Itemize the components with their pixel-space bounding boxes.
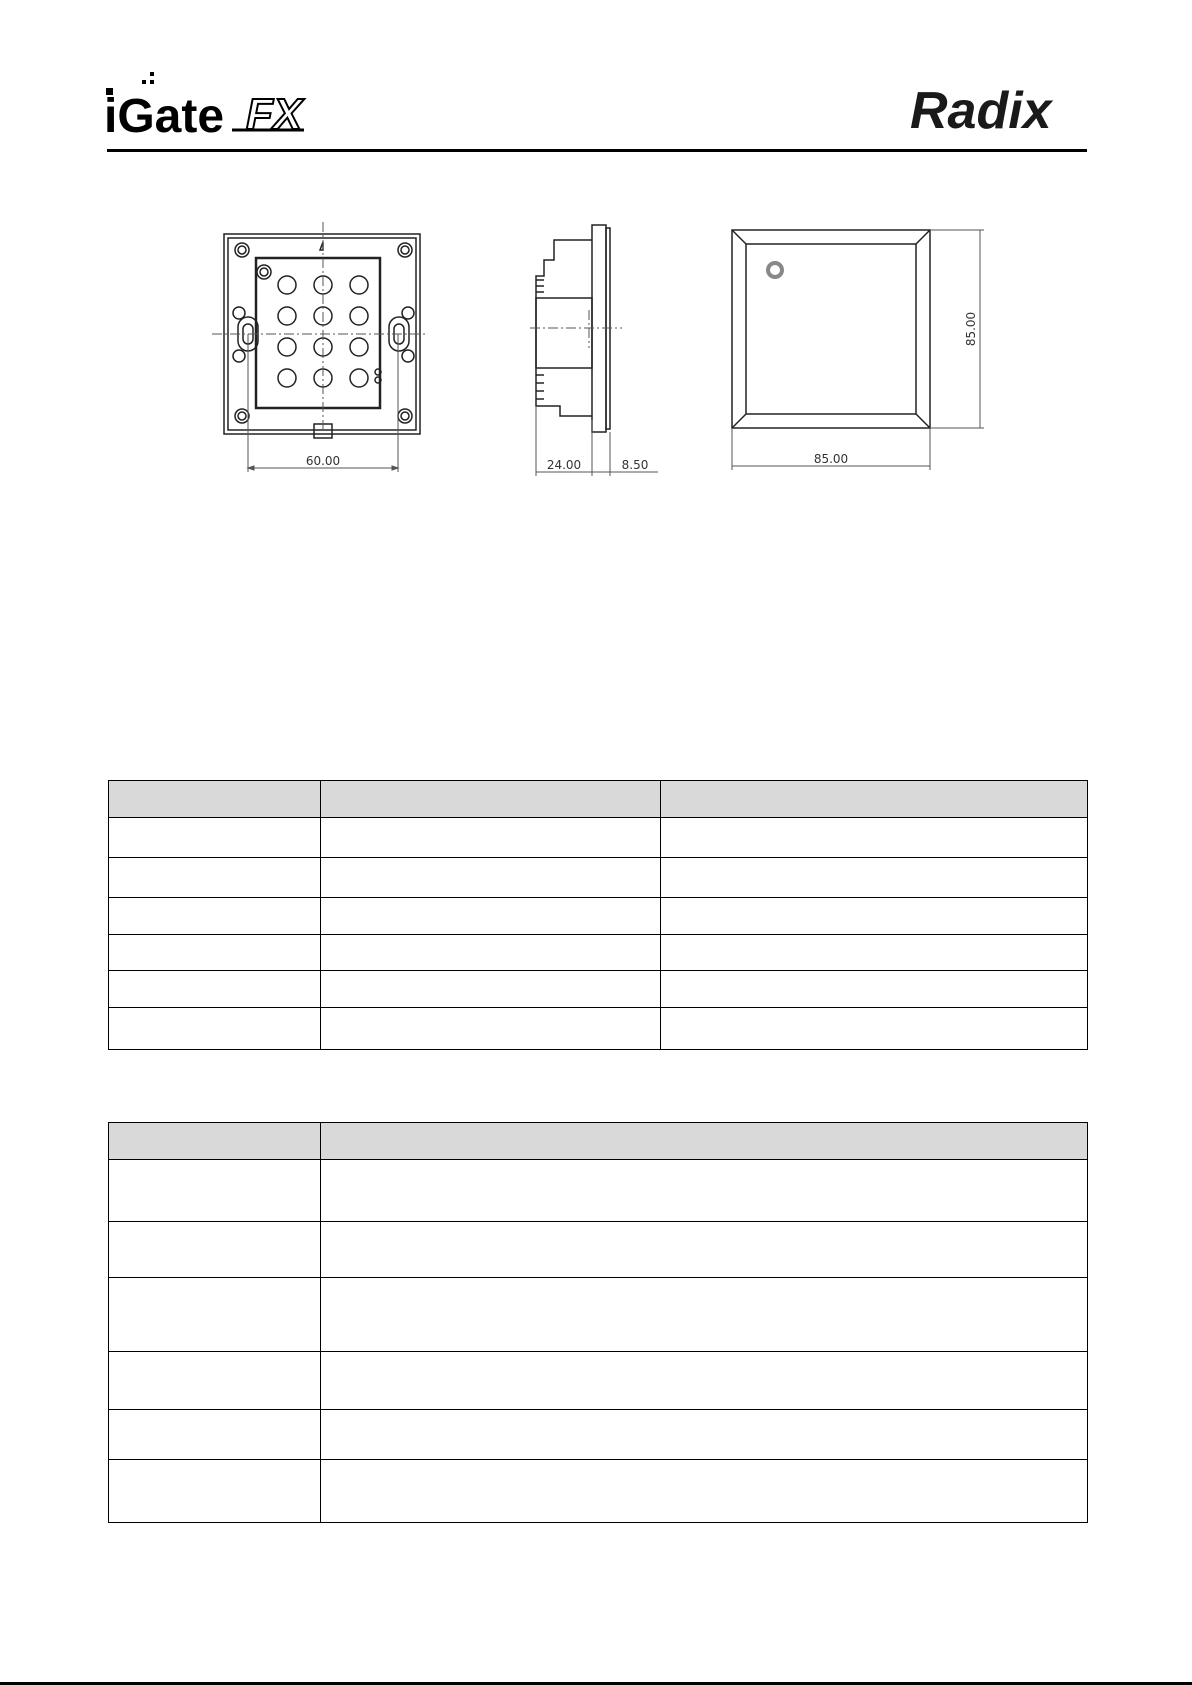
table-row <box>109 1160 1088 1222</box>
side-thickness-dimension: 8.50 <box>621 458 649 472</box>
svg-text:Radix: Radix <box>910 82 1052 138</box>
svg-text:iGate: iGate <box>104 90 225 142</box>
table-row <box>109 818 1088 858</box>
table-row <box>109 1352 1088 1410</box>
table-row <box>109 1460 1088 1523</box>
table-row <box>109 1008 1088 1050</box>
front-view-drawing <box>728 224 988 474</box>
side-view-drawing <box>530 220 660 480</box>
table-row <box>109 935 1088 971</box>
radix-logo <box>908 78 1088 138</box>
table-row <box>109 858 1088 898</box>
table-row <box>109 971 1088 1008</box>
back-width-dimension: 60.00 <box>305 454 341 468</box>
header-divider <box>107 149 1087 152</box>
back-view-drawing <box>212 220 428 480</box>
specification-table-1 <box>108 780 1088 1050</box>
table-row <box>109 1410 1088 1460</box>
table-header-row <box>109 1123 1088 1160</box>
side-depth-dimension: 24.00 <box>546 458 582 472</box>
table-row <box>109 1222 1088 1278</box>
table-header-row <box>109 781 1088 818</box>
table-row <box>109 898 1088 935</box>
table-row <box>109 1278 1088 1352</box>
igate-fx-logo <box>104 66 314 142</box>
svg-text:FX: FX <box>246 90 303 139</box>
specification-table-2 <box>108 1122 1088 1523</box>
front-width-dimension: 85.00 <box>813 452 849 466</box>
front-height-dimension: 85.00 <box>964 311 978 347</box>
